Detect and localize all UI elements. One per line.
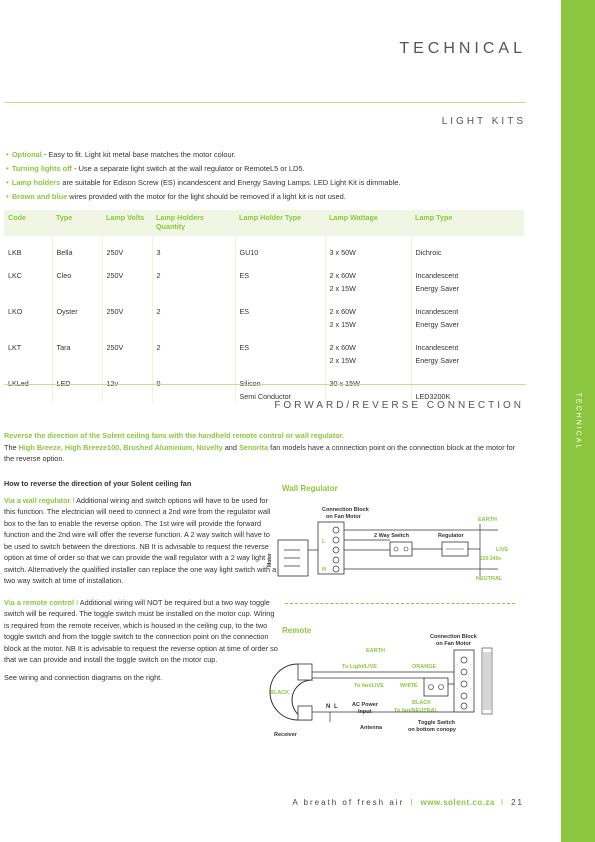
table-cell — [52, 354, 102, 367]
remote-diagram-title: Remote — [282, 626, 312, 635]
table-row — [4, 236, 524, 259]
ac-power-label: AC Power — [352, 702, 378, 708]
white-label: WHITE — [400, 683, 418, 689]
table-cell: Energy Saver — [411, 282, 524, 295]
table-header-row — [4, 210, 524, 236]
table-cell — [152, 367, 235, 390]
motor-label: Motor — [267, 553, 273, 567]
table-cell — [152, 354, 235, 367]
to-fan-live-label: To fan/LIVE — [354, 683, 384, 689]
table-cell — [102, 318, 152, 331]
table-cell — [52, 282, 102, 295]
wall-diagram-title: Wall Regulator — [282, 484, 338, 493]
bullet-item: • Turning lights off - Use a separate light switch at the wall regulator or RemoteL5 or LD5. — [6, 164, 305, 173]
table-row — [4, 282, 524, 295]
earth-label: EARTH — [366, 648, 385, 654]
table-cell: Semi Conductor — [235, 390, 325, 403]
table-cell: Bella — [52, 236, 102, 259]
table-row — [4, 331, 524, 354]
neutral-label: NEUTRAL — [476, 576, 503, 582]
table-cell — [152, 282, 235, 295]
table-row — [4, 259, 524, 282]
footer-tagline: A breath of fresh air — [292, 798, 405, 807]
instructions-column — [4, 478, 280, 683]
conn-block-label: Connection Block — [322, 507, 369, 513]
antenna-label: Antenna — [360, 725, 382, 731]
table-cell: 250V — [102, 259, 152, 282]
live-label: LIVE — [496, 547, 509, 553]
col-header: Code — [4, 210, 52, 236]
col-header: Lamp Wattage — [325, 210, 411, 236]
table-cell — [52, 318, 102, 331]
table-row — [4, 318, 524, 331]
page-number: 21 — [511, 798, 524, 807]
earth-label: EARTH — [478, 517, 497, 523]
table-cell — [235, 318, 325, 331]
table-cell — [102, 354, 152, 367]
light-kits-table — [4, 210, 524, 403]
bullet-item: • Optional - Easy to fit. Light kit metal base matches the motor colour. — [6, 150, 236, 159]
receiver-label: Receiver — [274, 732, 297, 738]
conn-block-label: on Fan Motor — [326, 514, 361, 520]
table-cell: 250V — [102, 236, 152, 259]
table-cell: Incandescent — [411, 295, 524, 318]
remote-control-text: Via a remote control I Additional wiring will NOT be required but a two way toggle switch will be required. The toggle switch must be installed on the motor cup. Wiring is required from the remote receiver, which is housed in the ceiling cup, to the two toggle switch and from the toggle switch to the connection point on the connection block at the motor. NB It is advisable to request the reverse option at time of order so that we can provide and install the toggle switch on the motor cup. — [4, 597, 278, 664]
toggle-switch — [424, 678, 448, 696]
divider — [4, 384, 526, 385]
table-cell — [325, 367, 411, 390]
conn-block-label: Connection Block — [430, 634, 477, 640]
table-cell: Oyster — [52, 295, 102, 318]
two-way-switch — [390, 542, 412, 556]
table-cell — [102, 282, 152, 295]
see-diagrams-text: See wiring and connection diagrams on the right. — [4, 672, 163, 682]
black-label-right: BLACK — [412, 700, 432, 706]
l-terminal: L — [322, 539, 326, 545]
motor-grill — [482, 648, 492, 714]
table-cell: 2 x 15W — [325, 282, 411, 295]
regulator-label: Regulator — [438, 533, 464, 539]
toggle-label: Toggle Switch — [418, 720, 455, 726]
wall-regulator-diagram — [262, 480, 528, 610]
to-light-label: To Light/LIVE — [342, 664, 378, 670]
black-label-left: BLACK — [270, 690, 290, 696]
table-cell: 250V — [102, 295, 152, 318]
col-header: Lamp Holders Quantity — [152, 210, 235, 236]
table-cell — [4, 354, 52, 367]
n-terminal: N — [326, 704, 331, 710]
table-cell — [235, 282, 325, 295]
intro-text: The High Breeze, High Breeze100, Brushed Aluminium, Novelty and Senorita fan models have a connection point on the connection block at the motor for the reverse option. — [4, 442, 516, 463]
to-fan-neutral-label: To fan/NEUTRAL — [394, 708, 438, 714]
table-cell: Cleo — [52, 259, 102, 282]
intro-bold: Reverse the direction of the Solent ceiling fans with the handheld remote control or wall regulator. — [4, 431, 345, 440]
light-kits-heading: LIGHT KITS — [441, 116, 526, 127]
table-cell: 2 x 60W — [325, 331, 411, 354]
table-cell: Incandescent — [411, 259, 524, 282]
voltage-label: 220-240v — [480, 556, 502, 562]
light-kits-bullets — [6, 150, 546, 206]
remote-diagram — [268, 622, 528, 746]
table-cell: 3 x 50W — [325, 236, 411, 259]
table-cell — [102, 367, 152, 390]
l-terminal: L — [334, 704, 338, 710]
table-cell: LED3200K — [411, 390, 524, 403]
switch-label: 2 Way Switch — [374, 533, 409, 539]
forward-reverse-intro — [4, 430, 524, 465]
table-cell: GU10 — [235, 236, 325, 259]
table-cell: 2 — [152, 295, 235, 318]
table-cell: Energy Saver — [411, 318, 524, 331]
how-heading: How to reverse the direction of your Solent ceiling fan — [4, 479, 192, 488]
table-row — [4, 367, 524, 390]
table-row — [4, 354, 524, 367]
col-header: Lamp Volts — [102, 210, 152, 236]
divider — [4, 102, 526, 103]
table-cell: Incandescent — [411, 331, 524, 354]
table-cell: 2 — [152, 259, 235, 282]
col-header: Lamp Type — [411, 210, 524, 236]
table-cell: Tara — [52, 331, 102, 354]
conn-block-label: on Fan Motor — [436, 641, 471, 647]
table-cell — [152, 318, 235, 331]
table-cell — [411, 367, 524, 390]
table-cell: ES — [235, 331, 325, 354]
table-cell: LKC — [8, 271, 22, 280]
bullet-item: • Brown and blue wires provided with the motor for the light should be removed if a light kit is not used. — [6, 192, 346, 201]
table-cell — [235, 367, 325, 390]
table-cell: LKB — [8, 248, 22, 257]
table-cell: Dichroic — [411, 236, 524, 259]
table-cell: 2 — [152, 331, 235, 354]
wall-regulator-text: Via a wall regulator I Additional wiring and switch options will have to be used for this function. The electrician will need to connect a 2nd wire from the regulator wall box to the fan to enable the reverse option. The 1st wire will provide the forward function and the 2nd wire will offer the reverse function. A 2 way switch will have to be used to switch between the directions. NB It is advisable to request the reverse option at time of order so that we can provide the wall regulator with a 2 way light switch. Alternatively the qualified installer can replace the one way light switch with a two way switch at time of installation. — [4, 495, 277, 585]
table-cell: ES — [235, 259, 325, 282]
forward-reverse-heading: FORWARD/REVERSE CONNECTION — [274, 400, 524, 411]
col-header: Lamp Holder Type — [235, 210, 325, 236]
ac-power-label: Input — [358, 709, 372, 715]
table-cell: LKO — [8, 307, 23, 316]
table-cell: ES — [235, 295, 325, 318]
table-cell: 2 x 60W — [325, 295, 411, 318]
table-cell — [4, 282, 52, 295]
footer: A breath of fresh air I www.solent.co.za I 21 — [292, 798, 524, 807]
motor-coils — [284, 550, 300, 566]
n-terminal: N — [322, 567, 326, 573]
table-cell — [4, 367, 52, 390]
table-cell: 250V — [102, 331, 152, 354]
table-cell: 2 x 15W — [325, 354, 411, 367]
table-cell: Energy Saver — [411, 354, 524, 367]
table-cell: 3 — [152, 236, 235, 259]
bullet-item: • Lamp holders are suitable for Edison Screw (ES) incandescent and Energy Saving Lamps. LED Light Kit is dimmable. — [6, 178, 401, 187]
table-cell: 2 x 15W — [325, 318, 411, 331]
orange-label: ORANGE — [412, 664, 437, 670]
table-cell — [235, 354, 325, 367]
diagram-divider — [285, 603, 515, 604]
table-cell — [52, 367, 102, 390]
footer-url[interactable]: www.solent.co.za — [420, 798, 495, 807]
table-cell — [4, 318, 52, 331]
toggle-label: on bottom conopy — [408, 727, 456, 733]
table-cell: 2 x 60W — [325, 259, 411, 282]
col-header: Type — [52, 210, 102, 236]
page-title: TECHNICAL — [399, 40, 526, 57]
table-row — [4, 295, 524, 318]
table-cell: LKT — [8, 343, 22, 352]
